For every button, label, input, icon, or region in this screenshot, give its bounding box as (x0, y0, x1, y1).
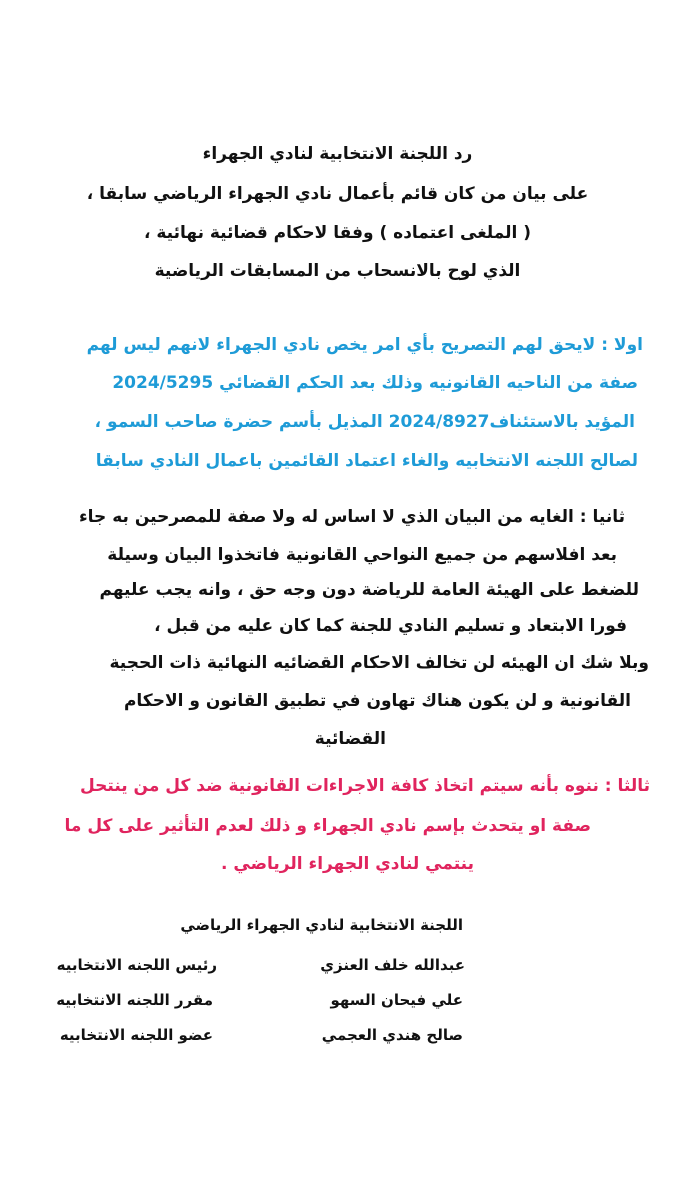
paragraph-line: المؤيد بالاستئناف2024/8927 المذيل بأسم حضرة صاحب السمو ، (94, 412, 635, 432)
member-name: علي فيحان السهو (330, 991, 463, 1009)
member-name: صالح هندي العجمي (321, 1026, 463, 1044)
paragraph-line: بعد افلاسهم من جميع النواحي القانونية فاتخذوا البيان وسيلة (107, 545, 617, 565)
member-role: عضو اللجنه الانتخابيه (59, 1026, 213, 1044)
paragraph-line: اولا : لايحق لهم التصريح بأي امر يخص نادي الجهراء لانهم ليس لهم (86, 335, 643, 355)
member-name: عبدالله خلف العنزي (320, 956, 465, 974)
paragraph-line: لصالح اللجنه الانتخابيه والغاء اعتماد القائمين باعمال النادي سابقا (95, 451, 638, 471)
paragraph-line: للضغط على الهيئة العامة للرياضة دون وجه حق ، وانه يجب عليهم (99, 580, 639, 600)
title-line: الذي لوح بالانسحاب من المسابقات الرياضية (154, 261, 521, 281)
paragraph-line: ينتمي لنادي الجهراء الرياضي . (221, 854, 474, 874)
title-line: ( الملغى اعتماده ) وفقا لاحكام قضائية نهائية ، (143, 223, 532, 243)
paragraph-line: وبلا شك ان الهيئه لن تخالف الاحكام القضائيه النهائية ذات الحجية (109, 653, 649, 673)
member-role: مقرر اللجنه الانتخابيه (56, 991, 213, 1009)
title-line: على بيان من كان قائم بأعمال نادي الجهراء الرياضي سابقا ، (86, 184, 589, 204)
paragraph-line: ثانيا : الغايه من البيان الذي لا اساس له ولا صفة للمصرحين به جاء (78, 507, 625, 527)
paragraph-line: القانونية و لن يكون هناك تهاون في تطبيق القانون و الاحكام (123, 691, 631, 711)
paragraph-line: فورا الابتعاد و تسليم النادي للجنة كما كان عليه من قبل ، (154, 616, 627, 636)
paragraph-line: ثالثا : ننوه بأنه سيتم اتخاذ كافة الاجراءات القانونية ضد كل من ينتحل (79, 776, 650, 796)
committee-name: اللجنة الانتخابية لنادي الجهراء الرياضي (180, 916, 463, 934)
paragraph-line: صفة او يتحدث بإسم نادي الجهراء و ذلك لعدم التأثير على كل ما (64, 816, 591, 836)
member-role: رئيس اللجنه الانتخابيه (56, 956, 217, 974)
paragraph-line: صفة من الناحيه القانونيه وذلك بعد الحكم القضائي 2024/5295 (112, 373, 638, 393)
paragraph-line: القضائية (314, 729, 386, 749)
title-line: رد اللجنة الانتخابية لنادي الجهراء (202, 144, 473, 164)
